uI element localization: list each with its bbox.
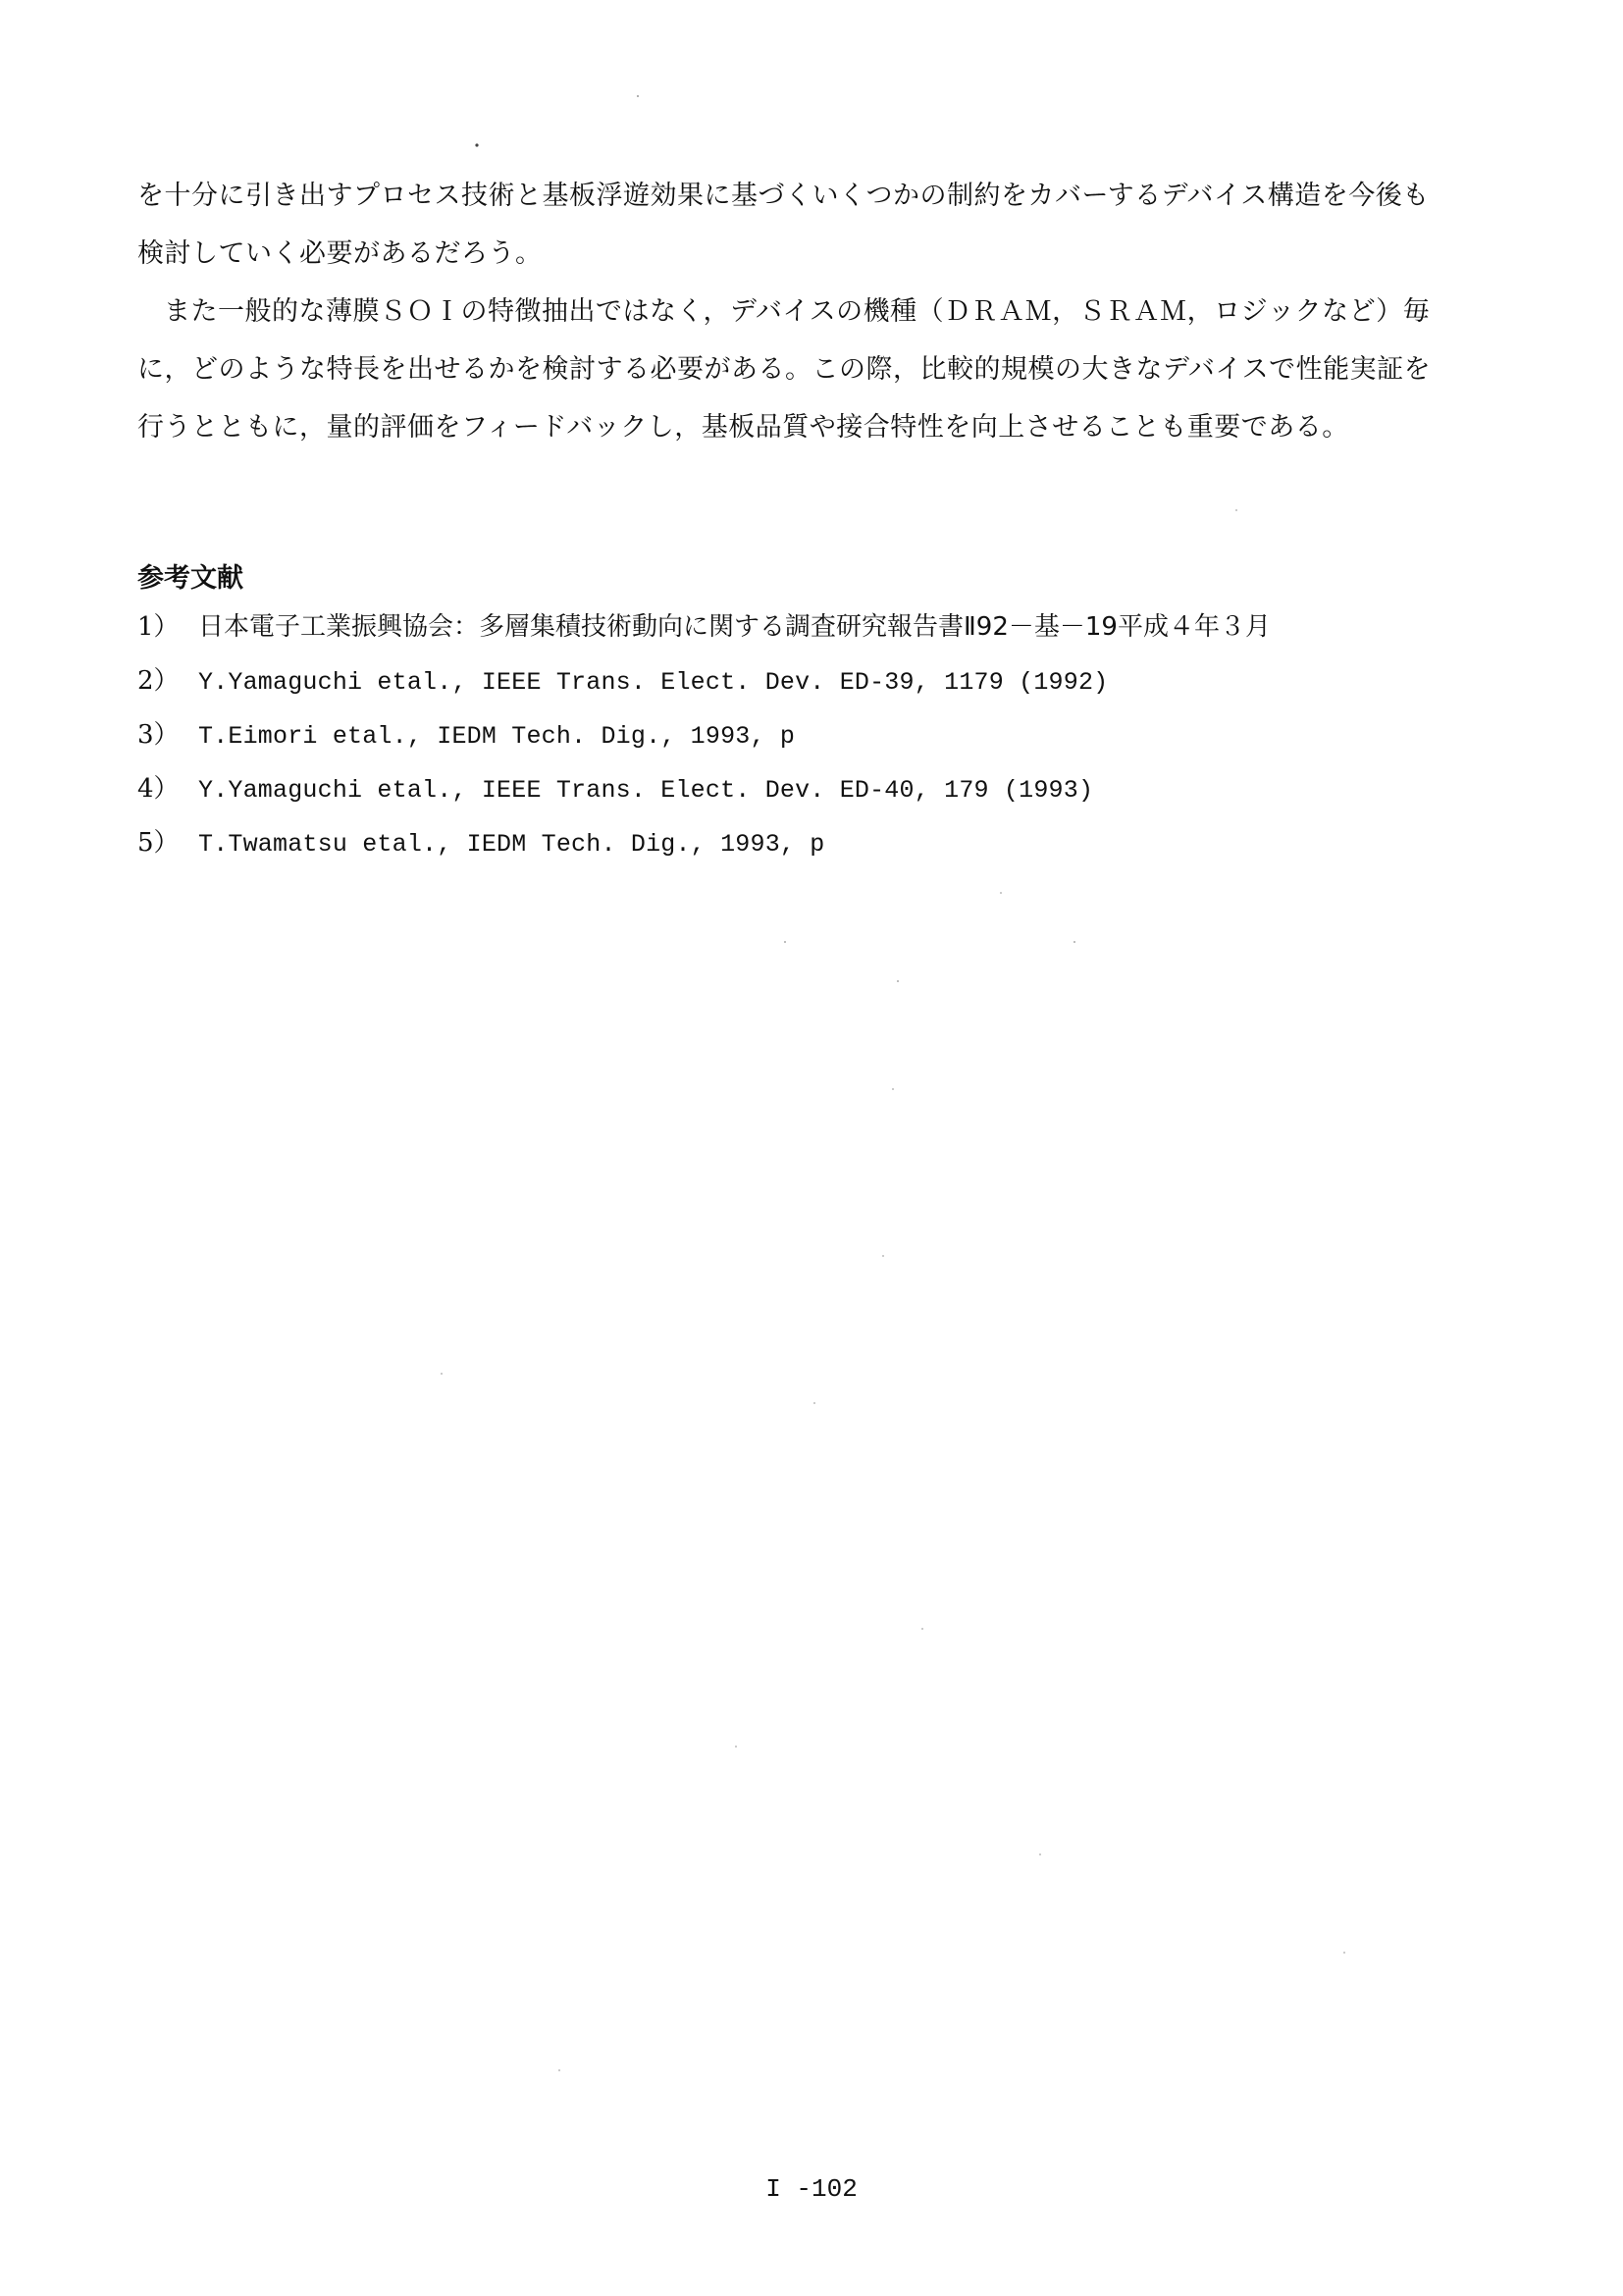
- reference-item-1: [137, 600, 1472, 654]
- scan-speck: [558, 2069, 560, 2071]
- scan-speck: [1235, 509, 1237, 511]
- reference-number: 4）: [137, 774, 180, 804]
- scan-speck: [813, 1402, 815, 1404]
- scan-speck: [1000, 892, 1002, 894]
- reference-text: Y.Yamaguchi etal., IEEE Trans. Elect. Dev. ED-40, 179 (1993): [198, 776, 1094, 805]
- reference-text: Y.Yamaguchi etal., IEEE Trans. Elect. Dev. ED-39, 1179 (1992): [198, 668, 1109, 697]
- scan-speck: [441, 1373, 443, 1375]
- reference-number: 3）: [137, 720, 180, 750]
- scan-speck: [735, 1746, 737, 1748]
- scan-speck: [475, 143, 478, 146]
- body-text: [137, 167, 1442, 456]
- reference-number: 5）: [137, 828, 180, 858]
- reference-list: [137, 600, 1472, 870]
- reference-item-2: [137, 654, 1472, 708]
- scan-speck: [1039, 1853, 1041, 1855]
- references-heading: 参考文献: [137, 563, 243, 594]
- reference-text: 日本電子工業振興協会：多層集積技術動向に関する調査研究報告書Ⅱ92－基－19平成４年３月: [198, 612, 1271, 642]
- paragraph-device-types: また一般的な薄膜ＳＯＩの特徴抽出ではなく，デバイスの機種（ＤＲＡＭ，ＳＲＡＭ，ロジックなど）毎に，どのような特長を出せるかを検討する必要がある。この際，比較的規模の大きなデバイスで性能実証を行うとともに，量的評価をフィードバックし，基板品質や接合特性を向上させることも重要である。: [137, 296, 1432, 443]
- scan-speck: [784, 941, 786, 943]
- scan-speck: [1343, 1952, 1345, 1954]
- reference-text: T.Twamatsu etal., IEDM Tech. Dig., 1993, p: [198, 830, 825, 859]
- scan-speck: [897, 980, 899, 982]
- reference-item-4: [137, 762, 1472, 816]
- scan-speck: [882, 1255, 884, 1257]
- reference-text: T.Eimori etal., IEDM Tech. Dig., 1993, p: [198, 722, 796, 751]
- scan-speck: [921, 1628, 923, 1630]
- scan-speck: [637, 95, 639, 97]
- reference-number: 2）: [137, 666, 180, 696]
- page-number: I -102: [765, 2174, 858, 2204]
- scan-speck: [892, 1088, 894, 1090]
- scan-speck: [1073, 941, 1075, 943]
- paragraph-continuation: を十分に引き出すプロセス技術と基板浮遊効果に基づくいくつかの制約をカバーするデバイス構造を今後も検討していく必要があるだろう。: [137, 181, 1430, 269]
- reference-item-3: [137, 708, 1472, 762]
- reference-number: 1）: [137, 612, 180, 642]
- reference-item-5: [137, 816, 1472, 870]
